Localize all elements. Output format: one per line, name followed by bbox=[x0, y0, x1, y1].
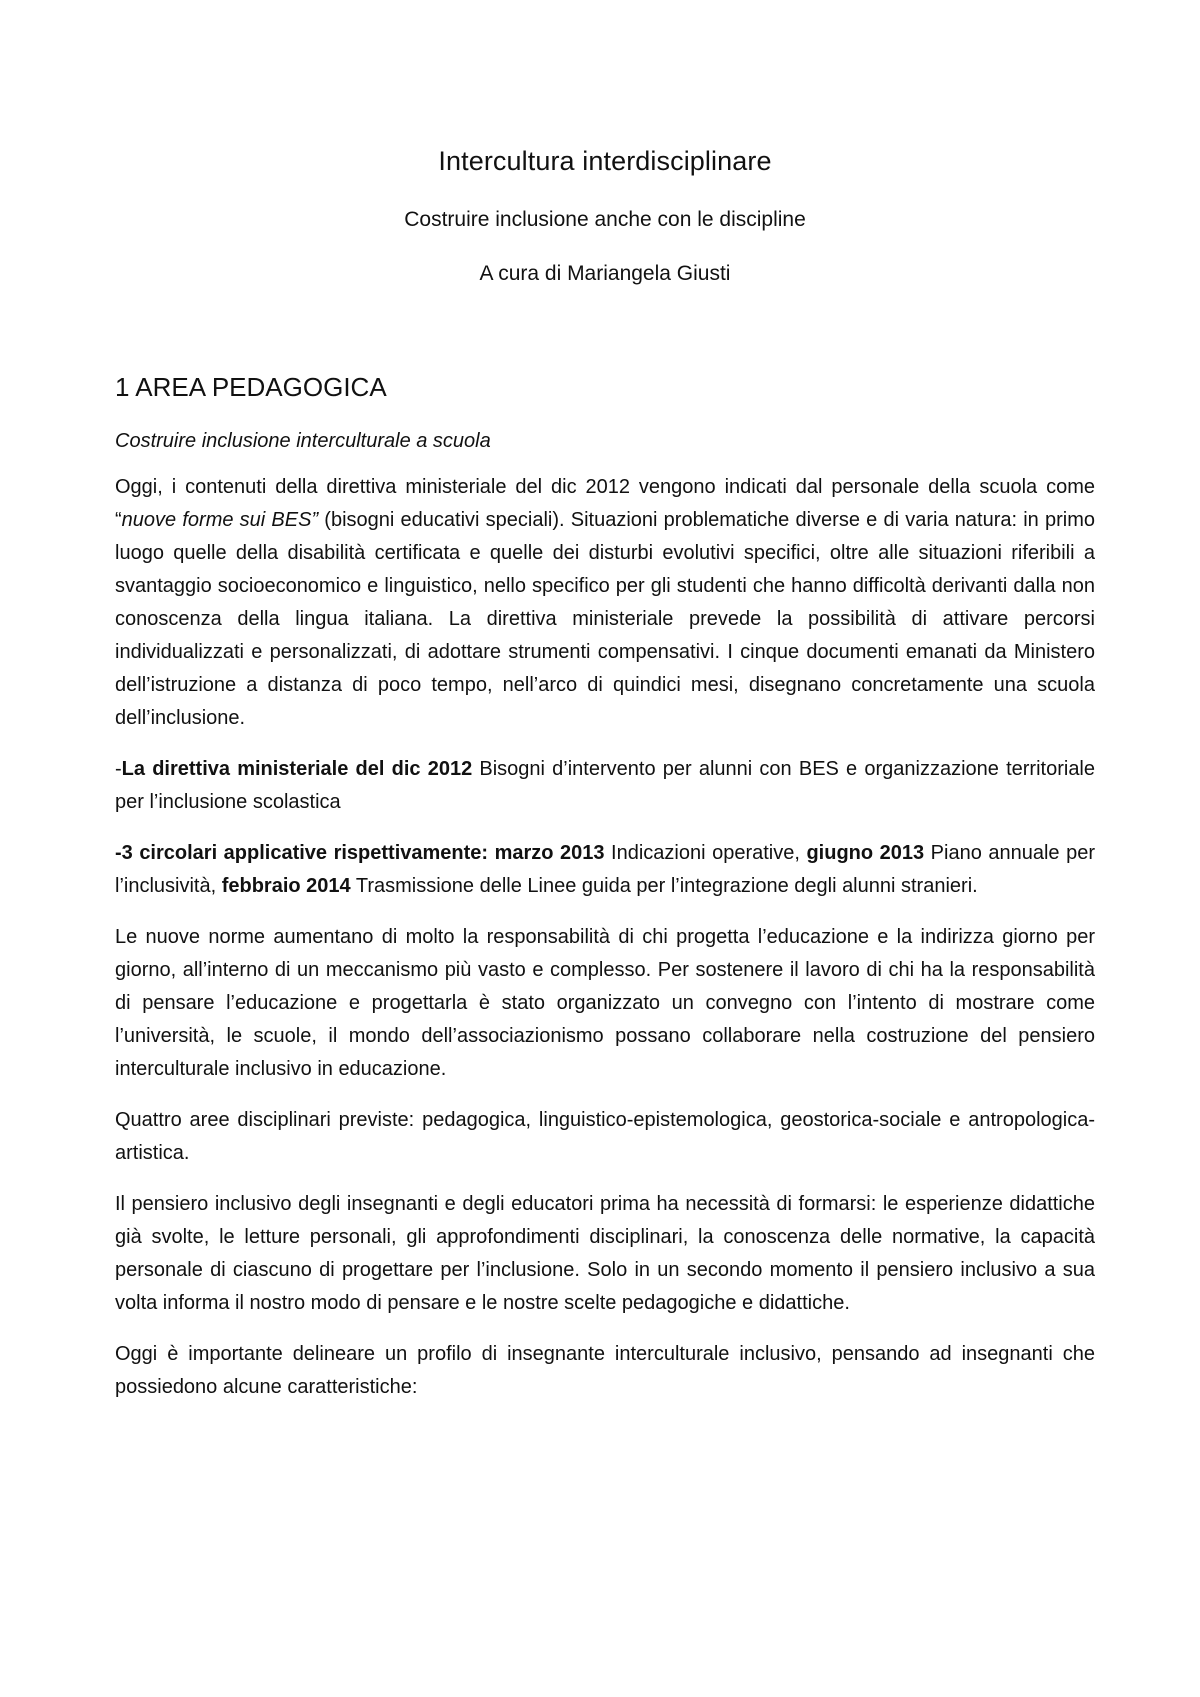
paragraph-text: (bisogni educativi speciali). Situazioni problematiche diverse e di varia natura: in primo luogo quelle della disabilità certificata e quelle dei disturbi evolutivi specifici, oltre alle situazioni riferibili a svantaggio socioeconomico e linguistico, nello specifico per gli studenti che hanno difficoltà derivanti dalla non conoscenza della lingua italiana. La direttiva ministeriale prevede la possibilità di attivare percorsi individualizzati e personalizzati, di adottare strumenti compensativi. I cinque documenti emanati da Ministero dell’istruzione a distanza di poco tempo, nell’arco di quindici mesi, disegnano concretamente una scuola dell’inclusione. bbox=[115, 509, 1095, 729]
document-subtitle: Costruire inclusione anche con le discipline bbox=[404, 208, 806, 231]
bold-text: giugno 2013 bbox=[806, 842, 925, 864]
section-subtitle: Costruire inclusione interculturale a scuola bbox=[115, 430, 491, 452]
paragraph-inclusive-thinking: Il pensiero inclusivo degli insegnanti e degli educatori prima ha necessità di formarsi: le esperienze didattiche già svolte, le letture personali, gli approfondimenti disciplinari, la conoscenza delle normative, la capacità personale di ciascuno di progettare per l’inclusione. Solo in un secondo momento il pensiero inclusivo a sua volta informa il nostro modo di pensare e le nostre scelte pedagogiche e didattiche. bbox=[115, 1193, 1095, 1314]
paragraph-directive-item bbox=[115, 753, 1095, 819]
list-dash: - bbox=[115, 758, 122, 780]
bold-text: La direttiva ministeriale del dic 2012 bbox=[121, 758, 473, 780]
paragraph-bes-directive bbox=[115, 471, 1095, 735]
paragraph-disciplinary-areas: Quattro aree disciplinari previste: pedagogica, linguistico-epistemologica, geostorica-sociale e antropologica-artistica. bbox=[115, 1109, 1095, 1164]
paragraph-text: Indicazioni operative, bbox=[604, 842, 807, 864]
paragraph-circulars-item bbox=[115, 837, 1095, 903]
paragraph-new-norms: Le nuove norme aumentano di molto la responsabilità di chi progetta l’educazione e la indirizza giorno per giorno, all’interno di un meccanismo più vasto e complesso. Per sostenere il lavoro di chi ha la responsabilità di pensare l’educazione e progettarla è stato organizzato un convegno con l’intento di mostrare come l’università, le scuole, il mondo dell’associazionismo possano collaborare nella costruzione del pensiero interculturale inclusivo in educazione. bbox=[115, 926, 1095, 1080]
paragraph-teacher-profile: Oggi è importante delineare un profilo di insegnante interculturale inclusivo, pensando ad insegnanti che possiedono alcune caratteristiche: bbox=[115, 1343, 1095, 1398]
paragraph-text: Bisogni d’intervento per alunni con BES e organizzazione territoriale per l’inclusione scolastica bbox=[115, 758, 1096, 813]
section-heading: 1 AREA PEDAGOGICA bbox=[115, 372, 387, 402]
paragraph-text: Oggi, i contenuti della direttiva ministeriale del dic 2012 vengono indicati dal personale della scuola come “ bbox=[115, 476, 1095, 531]
document-editor: A cura di Mariangela Giusti bbox=[479, 262, 731, 285]
document-title: Intercultura interdisciplinare bbox=[438, 146, 772, 176]
italic-quote: nuove forme sui BES” bbox=[121, 509, 319, 531]
paragraph-text: Trasmissione delle Linee guida per l’integrazione degli alunni stranieri. bbox=[350, 875, 978, 897]
paragraph-text: Piano annuale per l’inclusività, bbox=[115, 842, 1095, 897]
bold-text: febbraio 2014 bbox=[221, 875, 351, 897]
bold-text: -3 circolari applicative rispettivamente: marzo 2013 bbox=[115, 842, 605, 864]
